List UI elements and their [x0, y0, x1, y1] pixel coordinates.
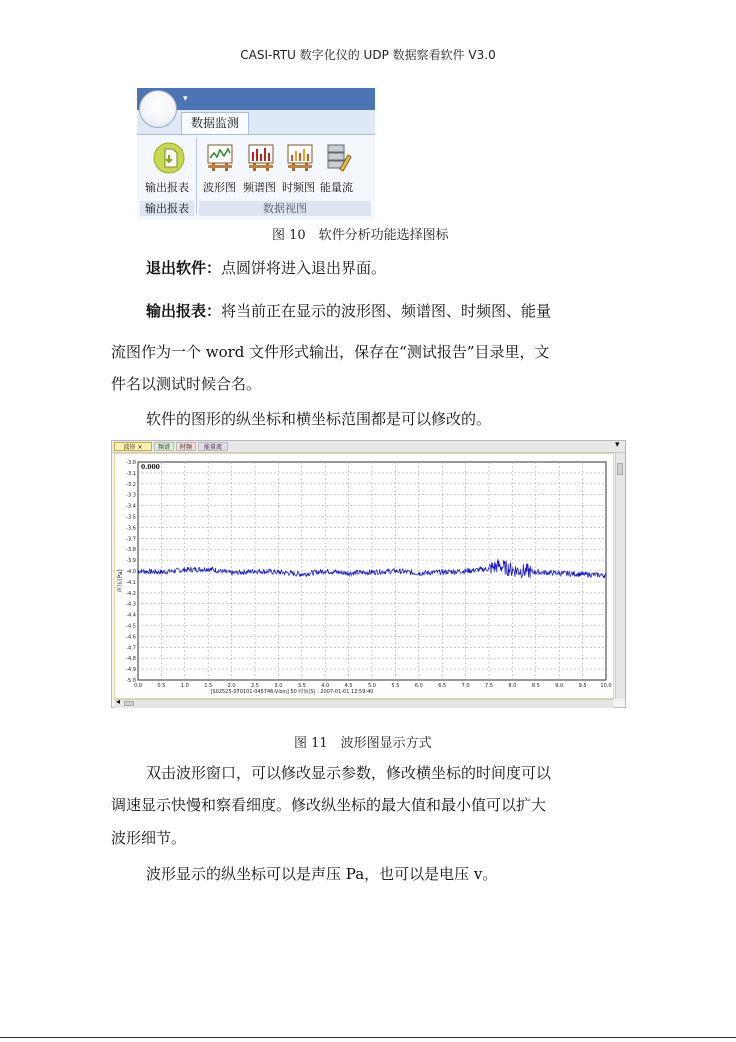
- waveform-data-point: [488, 568, 489, 569]
- x-tick-label: 0.0: [134, 683, 142, 689]
- exit-term: 退出软件：: [146, 259, 222, 277]
- export-report-button[interactable]: [143, 139, 195, 194]
- waveform-data-point: [418, 573, 419, 574]
- figure-10-caption: 图 10 软件分析功能选择图标: [272, 228, 449, 243]
- spectrum-button[interactable]: [243, 139, 279, 195]
- chart-tab-energy[interactable]: 能量流: [198, 442, 228, 451]
- quick-access-dropdown-icon[interactable]: ▾: [183, 94, 188, 104]
- chart-tab-waveform[interactable]: [114, 442, 152, 451]
- x-axis-label: [S02525-070101-045746-V.bin] 50 时间(S) : 2007-01-01 12:59:40: [210, 689, 374, 695]
- document-export-icon: [152, 141, 186, 175]
- export-text-1: 将当前正在显示的波形图、频谱图、时频图、能量: [221, 302, 552, 320]
- y-axis-label: 声压(Pa): [117, 569, 124, 593]
- waveform-data-point: [184, 569, 185, 570]
- x-tick-label: 4.0: [321, 683, 330, 689]
- ribbon-toolbar: [137, 88, 375, 220]
- y-tick-label: -3.2: [126, 481, 136, 488]
- export-term: 输出报表：: [146, 302, 222, 320]
- x-tick-label: 7.0: [461, 683, 470, 689]
- waveform-data-point: [348, 573, 349, 574]
- y-tick-label: -5.0: [126, 678, 136, 684]
- chart-tab-waveform-label: 波形: [123, 444, 136, 451]
- page-header: CASI-RTU 数字化仪的 UDP 数据察看软件 V3.0: [240, 48, 496, 62]
- waveform-data-point: [254, 570, 255, 571]
- axis-paragraph: 软件的图形的纵坐标和横坐标范围都是可以修改的。: [146, 410, 492, 428]
- x-tick-label: 6.5: [438, 683, 447, 689]
- y-tick-label: -4.4: [126, 612, 136, 619]
- y-tick-label: -4.8: [126, 656, 136, 663]
- waveform-data-point: [137, 570, 138, 571]
- waveform-data-point: [465, 570, 466, 571]
- y-tick-label: -3.4: [126, 503, 136, 510]
- x-tick-label: 10.0: [600, 683, 612, 689]
- x-tick-label: 1.0: [180, 683, 189, 689]
- waveform-data-point: [208, 568, 209, 569]
- y-tick-label: -3.6: [126, 525, 136, 532]
- y-tick-label: -3.1: [126, 470, 136, 477]
- chart-tab-timefreq[interactable]: 时频: [176, 442, 196, 451]
- waveform-data-point: [325, 570, 326, 571]
- double-click-line3: 波形细节。: [111, 829, 187, 847]
- double-click-line1: 双击波形窗口，可以修改显示参数，修改横坐标的时间度可以: [146, 764, 552, 782]
- y-tick-label: -4.2: [126, 590, 136, 597]
- waveform-data-point: [498, 565, 499, 566]
- spectrum-label: 频谱图: [243, 181, 276, 194]
- x-tick-label: 9.5: [578, 683, 587, 689]
- scroll-left-icon[interactable]: ◂: [116, 697, 121, 706]
- waveform-data-point: [231, 573, 232, 574]
- horizontal-scrollbar[interactable]: [114, 699, 614, 708]
- waveform-data-point: [442, 571, 443, 572]
- y-tick-label: -3.8: [126, 547, 136, 554]
- x-tick-label: 2.0: [227, 683, 236, 689]
- x-tick-label: 8.5: [531, 683, 540, 689]
- time-frequency-label: 时频图: [282, 181, 315, 194]
- waveform-button[interactable]: [203, 139, 237, 195]
- waveform-label: 波形图: [203, 181, 236, 194]
- y-tick-label: -4.6: [126, 634, 136, 641]
- energy-flow-icon: [324, 141, 352, 173]
- y-tick-label: -4.1: [126, 579, 136, 586]
- value-readout: 0.000: [141, 464, 160, 471]
- x-tick-label: 6.0: [414, 683, 423, 689]
- app-orb-button[interactable]: [139, 90, 177, 128]
- tab-data-monitor[interactable]: 数据监测: [181, 112, 249, 134]
- y-tick-label: -3.9: [126, 558, 136, 565]
- horizontal-scroll-thumb[interactable]: [124, 701, 134, 706]
- waveform-data-point: [512, 569, 513, 570]
- y-tick-label: -3.0: [126, 460, 136, 466]
- x-tick-label: 3.0: [274, 683, 283, 689]
- time-frequency-button[interactable]: [282, 139, 318, 195]
- x-tick-label: 4.5: [344, 683, 353, 689]
- waveform-data-point: [559, 573, 560, 574]
- y-tick-label: -3.5: [126, 514, 136, 521]
- waveform-data-point: [301, 574, 302, 575]
- y-tick-label: -4.3: [126, 601, 136, 608]
- y-tick-label: -3.3: [126, 492, 136, 499]
- x-tick-label: 2.5: [251, 683, 259, 689]
- waveform-icon: [206, 143, 234, 173]
- chart-dropdown-icon[interactable]: ▾: [615, 440, 620, 450]
- waveform-data-point: [278, 571, 279, 572]
- vertical-scroll-thumb[interactable]: [617, 463, 623, 475]
- group-separator: [196, 138, 197, 214]
- y-tick-label: -4.7: [126, 645, 136, 652]
- page-bottom-rule: [0, 1037, 736, 1038]
- spectrum-icon: [247, 143, 275, 173]
- waveform-data-point: [582, 574, 583, 575]
- waveform-data-point: [605, 575, 606, 576]
- waveform-data-point: [395, 570, 396, 571]
- time-frequency-icon: [286, 143, 314, 173]
- group-label-data-view: 数据视图: [199, 201, 371, 216]
- figure-11-caption: 图 11 波形图显示方式: [294, 736, 432, 751]
- unit-paragraph: 波形显示的纵坐标可以是声压 Pa，也可以是电压 v。: [146, 865, 498, 883]
- x-tick-label: 5.5: [391, 683, 400, 689]
- export-paragraph-line1: [146, 294, 636, 328]
- export-report-label: 输出报表: [145, 181, 189, 194]
- export-paragraph-line3: 件名以测试时候合名。: [111, 375, 262, 393]
- export-paragraph-line2: 流图作为一个 word 文件形式输出，保存在“测试报告”目录里，文: [111, 343, 550, 361]
- waveform-data-point: [161, 571, 162, 572]
- x-tick-label: 7.5: [485, 683, 493, 689]
- energy-flow-button[interactable]: [320, 139, 360, 195]
- x-tick-label: 8.0: [508, 683, 517, 689]
- waveform-chart[interactable]: [114, 453, 614, 699]
- y-tick-label: -4.9: [126, 667, 136, 674]
- x-tick-label: 1.5: [204, 683, 213, 689]
- group-label-export: 输出报表: [140, 201, 194, 216]
- y-tick-label: -4.5: [126, 623, 136, 630]
- exit-text: 点圆饼将进入退出界面。: [221, 259, 387, 277]
- vertical-scrollbar[interactable]: [615, 453, 625, 699]
- x-tick-label: 9.0: [555, 683, 564, 689]
- close-icon[interactable]: ×: [137, 444, 143, 451]
- waveform-chart-window[interactable]: [111, 440, 626, 708]
- exit-paragraph: [146, 251, 636, 285]
- chart-tab-spectrum[interactable]: 频谱: [154, 442, 174, 451]
- double-click-line2: 调速显示快慢和察看细度。修改纵坐标的最大值和最小值可以扩大: [111, 796, 547, 814]
- waveform-data-point: [371, 571, 372, 572]
- waveform-data-point: [535, 571, 536, 572]
- y-tick-label: -4.0: [126, 569, 136, 575]
- x-tick-label: 3.5: [297, 683, 306, 689]
- y-tick-label: -3.7: [126, 536, 136, 543]
- energy-flow-label: 能量流: [320, 181, 353, 194]
- x-tick-label: 5.0: [368, 683, 376, 689]
- x-tick-label: 0.5: [157, 683, 166, 689]
